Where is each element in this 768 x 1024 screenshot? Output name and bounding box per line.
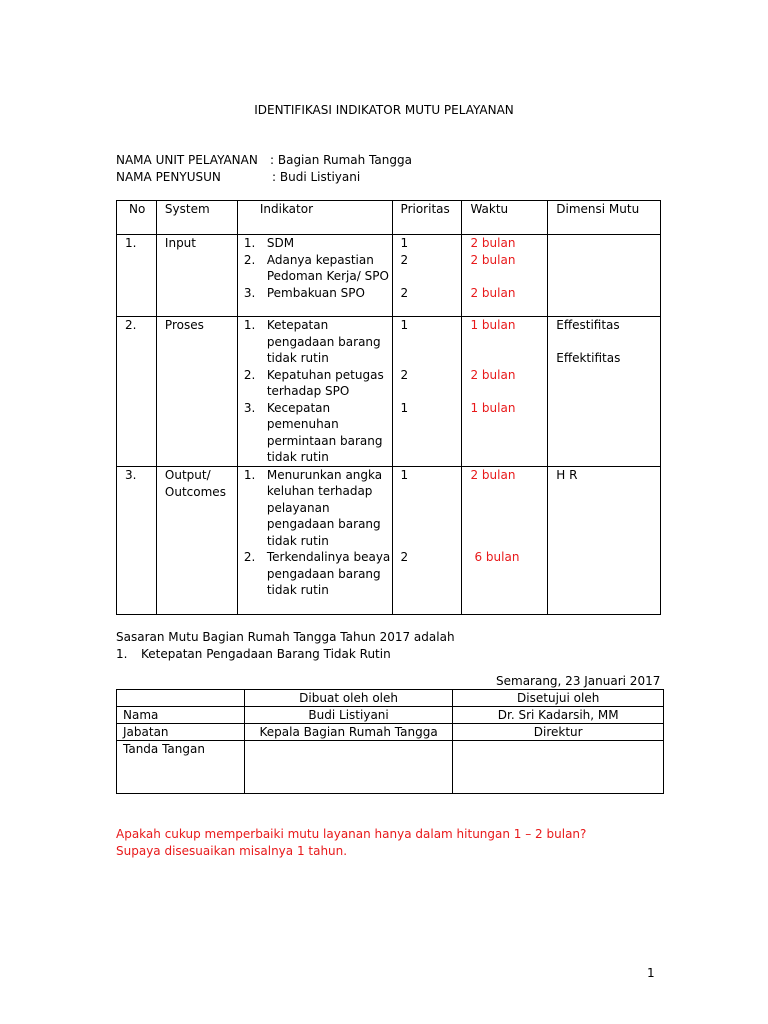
priority-value: 2 xyxy=(400,367,409,382)
row-times xyxy=(462,466,548,614)
header-waktu: Waktu xyxy=(462,201,548,235)
priority-value: 1 xyxy=(400,467,409,482)
sign-made-by-value: Kepala Bagian Rumah Tangga xyxy=(244,724,453,741)
table-header-row xyxy=(117,201,661,235)
time-value: 1 bulan xyxy=(470,318,516,332)
header-prioritas: Prioritas xyxy=(392,201,462,235)
row-no: 3. xyxy=(117,466,157,614)
time-value: 2 bulan xyxy=(470,285,516,300)
sign-header-empty xyxy=(117,690,245,707)
signature-table xyxy=(116,689,664,794)
priority-value: 1 xyxy=(400,318,409,332)
system-line: Outcomes xyxy=(164,485,226,499)
sign-row-label: Jabatan xyxy=(117,724,245,741)
header-system: System xyxy=(156,201,237,235)
row-system xyxy=(156,466,237,614)
sign-header-row xyxy=(117,690,664,707)
unit-label: NAMA UNIT PELAYANAN xyxy=(116,153,258,167)
indicator-item: 2. Kepatuhan petugas terhadap SPO xyxy=(243,367,384,398)
target-intro: Sasaran Mutu Bagian Rumah Tangga Tahun 2017 adalah xyxy=(116,630,455,644)
header-indikator: Indikator xyxy=(237,201,392,235)
row-no: 2. xyxy=(117,317,157,467)
sign-row-label: Nama xyxy=(117,707,245,724)
table-row xyxy=(117,317,661,467)
row-system: Proses xyxy=(156,317,237,467)
review-note-line-1: Apakah cukup memperbaiki mutu layanan hanya dalam hitungan 1 – 2 bulan? xyxy=(116,827,587,841)
sign-row-label: Tanda Tangan xyxy=(117,741,245,794)
signature-box-made-by xyxy=(244,741,453,794)
header-no: No xyxy=(117,201,157,235)
author-value: : Budi Listiyani xyxy=(272,170,361,184)
indicator-item: 2. Terkendalinya beaya pengadaan barang tidak rutin xyxy=(243,550,391,597)
sign-row xyxy=(117,707,664,724)
author-label: NAMA PENYUSUN xyxy=(116,170,221,184)
row-times xyxy=(462,317,548,467)
sign-header-made-by: Dibuat oleh oleh xyxy=(244,690,453,707)
priority-value: 2 xyxy=(400,252,409,267)
priority-value: 1 xyxy=(400,400,409,415)
time-value: 2 bulan xyxy=(470,467,516,482)
header-dimensi-mutu: Dimensi Mutu xyxy=(548,201,661,235)
page-number: 1 xyxy=(647,966,655,980)
row-dimensions xyxy=(548,317,661,467)
row-priorities xyxy=(392,317,462,467)
time-value: 2 bulan xyxy=(470,367,516,382)
signature-box-approved-by xyxy=(453,741,664,794)
priority-value: 2 xyxy=(400,550,409,564)
row-priorities xyxy=(392,235,462,317)
row-dimensions xyxy=(548,466,661,614)
target-item-text: Ketepatan Pengadaan Barang Tidak Rutin xyxy=(141,647,391,661)
sign-header-approved-by: Disetujui oleh xyxy=(453,690,664,707)
place-date: Semarang, 23 Januari 2017 xyxy=(496,674,661,688)
system-line: Output/ xyxy=(164,467,211,482)
row-system: Input xyxy=(156,235,237,317)
indicator-item: 1. Ketepatan pengadaan barang tidak rutin xyxy=(243,318,381,365)
indicator-item: 3. Kecepatan pemenuhan permintaan barang tidak rutin xyxy=(243,400,383,464)
priority-value: 2 xyxy=(400,285,409,300)
indicator-item: 1. Menurunkan angka keluhan terhadap pelayanan pengadaan barang tidak rutin xyxy=(243,467,383,548)
row-indicators xyxy=(237,317,392,467)
sign-approved-by-value: Dr. Sri Kadarsih, MM xyxy=(453,707,664,724)
dimension-value: Effektifitas xyxy=(556,351,621,365)
table-row xyxy=(117,235,661,317)
row-indicators xyxy=(237,235,392,317)
indicator-item: 2. Adanya kepastian Pedoman Kerja/ SPO xyxy=(243,252,389,283)
sign-row xyxy=(117,741,664,794)
sign-made-by-value: Budi Listiyani xyxy=(244,707,453,724)
row-indicators xyxy=(237,466,392,614)
dimension-value: Effestifitas xyxy=(556,318,620,332)
time-value: 2 bulan xyxy=(470,236,516,250)
priority-value: 1 xyxy=(400,236,409,250)
row-times xyxy=(462,235,548,317)
time-value: 6 bulan xyxy=(474,550,520,564)
time-value: 1 bulan xyxy=(470,400,516,415)
dimension-value: H R xyxy=(556,467,578,482)
unit-value: : Bagian Rumah Tangga xyxy=(270,153,412,167)
indicator-item: 1. SDM xyxy=(243,236,295,250)
review-note-line-2: Supaya disesuaikan misalnya 1 tahun. xyxy=(116,844,348,858)
indicator-item: 3. Pembakuan SPO xyxy=(243,285,365,300)
row-no: 1. xyxy=(117,235,157,317)
target-item-number: 1. xyxy=(116,647,128,661)
row-priorities xyxy=(392,466,462,614)
sign-approved-by-value: Direktur xyxy=(453,724,664,741)
sign-row xyxy=(117,724,664,741)
table-row xyxy=(117,466,661,614)
indicator-table xyxy=(116,200,661,615)
row-dimensions xyxy=(548,235,661,317)
time-value: 2 bulan xyxy=(470,252,516,267)
document-title: IDENTIFIKASI INDIKATOR MUTU PELAYANAN xyxy=(254,103,514,117)
